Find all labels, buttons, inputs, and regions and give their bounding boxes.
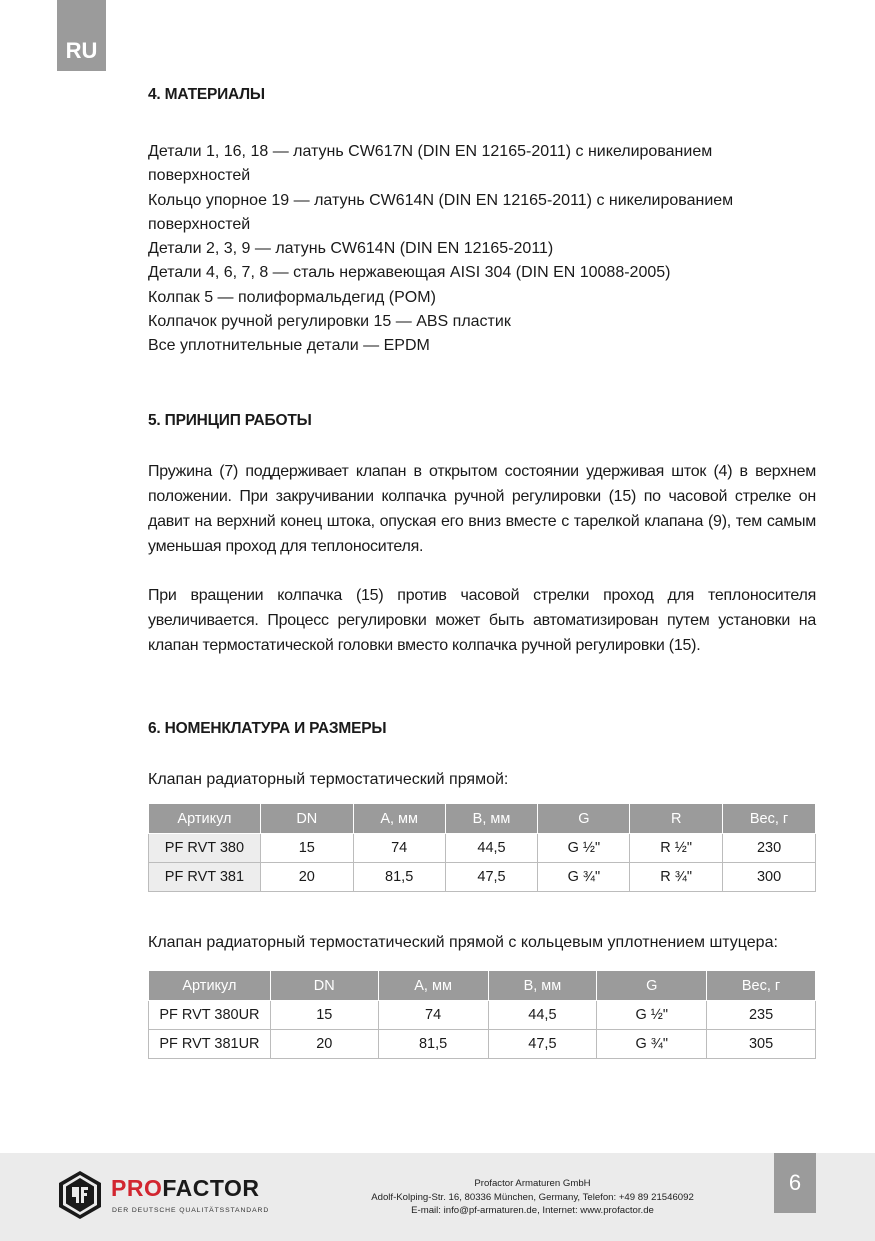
- section-6: [148, 720, 816, 892]
- table-cell: 44,5: [445, 834, 538, 863]
- table-cell: 20: [260, 863, 353, 892]
- article-cell: PF RVT 380: [149, 834, 261, 863]
- header-cell: Артикул: [149, 804, 261, 834]
- table-cell: G ½": [538, 834, 630, 863]
- table-2: [148, 970, 816, 1059]
- table-cell: 20: [270, 1030, 378, 1059]
- materials-line: Все уплотнительные детали — EPDM: [148, 337, 430, 355]
- header-cell: DN: [260, 804, 353, 834]
- table-cell: R ¾": [630, 863, 723, 892]
- operation-paragraph-1: Пружина (7) поддерживает клапан в открытом состоянии удерживая шток (4) в верхнем положении. При закручивании колпачка ручной регулировки (15) по часовой стрелке он давит на верхний конец штока, опуская его вниз вместе с тарелкой клапана (9), тем самым уменьшая проход для теплоносителя.: [148, 463, 816, 555]
- table-header-row: [149, 804, 816, 834]
- section-5-title: 5. ПРИНЦИП РАБОТЫ: [148, 412, 312, 429]
- materials-line: Кольцо упорное 19 — латунь CW614N (DIN EN 12165-2011) с никелированием: [148, 191, 734, 209]
- article-cell: PF RVT 381UR: [149, 1030, 271, 1059]
- header-cell: G: [538, 804, 630, 834]
- table-cell: 47,5: [445, 863, 538, 892]
- materials-list: [148, 140, 816, 359]
- table-cell: 74: [378, 1001, 488, 1030]
- company-name: Profactor Armaturen GmbH: [474, 1178, 591, 1189]
- materials-line: Детали 1, 16, 18 — латунь CW617N (DIN EN 12165-2011) с никелированием: [148, 143, 713, 160]
- section-4-title: 4. МАТЕРИАЛЫ: [148, 86, 265, 103]
- header-cell: Артикул: [149, 971, 271, 1001]
- section-5: [148, 412, 816, 658]
- language-tab: RU: [57, 0, 106, 71]
- article-cell: PF RVT 380UR: [149, 1001, 271, 1030]
- table-row: [149, 863, 816, 892]
- profactor-logo: [57, 1169, 297, 1225]
- table-cell: R ½": [630, 834, 723, 863]
- table-row: [149, 834, 816, 863]
- operation-paragraph-2: При вращении колпачка (15) против часовой стрелки проход для теплоносителя увеличивается. Процесс регулировки может быть автоматизирован путем установки на клапан термостатической головки вместо колпачка ручной регулировки (15).: [148, 587, 816, 654]
- table-header-row: [149, 971, 816, 1001]
- table-cell: 81,5: [378, 1030, 488, 1059]
- table-2-caption: Клапан радиаторный термостатический прямой с кольцевым уплотнением штуцера:: [148, 934, 778, 951]
- table-cell: 235: [707, 1001, 816, 1030]
- header-cell: DN: [270, 971, 378, 1001]
- table-cell: 44,5: [488, 1001, 597, 1030]
- table-cell: G ½": [597, 1001, 707, 1030]
- table-cell: G ¾": [538, 863, 630, 892]
- header-cell: B, мм: [445, 804, 538, 834]
- header-cell: A, мм: [378, 971, 488, 1001]
- table-row: [149, 1001, 816, 1030]
- table-1: [148, 803, 816, 892]
- table-cell: 74: [353, 834, 445, 863]
- company-address: Adolf-Kolping-Str. 16, 80336 München, Germany, Telefon: +49 89 21546092: [371, 1191, 694, 1203]
- brand-factor: FACTOR: [162, 1175, 260, 1201]
- section-6-title: 6. НОМЕНКЛАТУРА И РАЗМЕРЫ: [148, 720, 387, 737]
- brand-pro: PRO: [111, 1175, 163, 1201]
- page-number: 6: [774, 1153, 816, 1213]
- company-info: [330, 1177, 735, 1218]
- table-1-caption: Клапан радиаторный термостатический прямой:: [148, 771, 509, 788]
- header-cell: Вес, г: [723, 804, 816, 834]
- materials-line: поверхностей: [148, 215, 251, 233]
- table-cell: G ¾": [597, 1030, 707, 1059]
- table-cell: 47,5: [488, 1030, 597, 1059]
- header-cell: R: [630, 804, 723, 834]
- table-cell: 15: [260, 834, 353, 863]
- materials-line: Колпак 5 — полиформальдегид (POM): [148, 288, 436, 306]
- header-cell: A, мм: [353, 804, 445, 834]
- header-cell: Вес, г: [707, 971, 816, 1001]
- table-cell: 300: [723, 863, 816, 892]
- header-cell: G: [597, 971, 707, 1001]
- header-cell: B, мм: [488, 971, 597, 1001]
- table-cell: 230: [723, 834, 816, 863]
- table-cell: 15: [270, 1001, 378, 1030]
- table-row: [149, 1030, 816, 1059]
- materials-line: Детали 4, 6, 7, 8 — сталь нержавеющая AISI 304 (DIN EN 10088-2005): [148, 264, 671, 282]
- table-2-wrapper: [148, 970, 816, 1059]
- materials-line: Колпачок ручной регулировки 15 — ABS пластик: [148, 313, 511, 331]
- materials-line: Детали 2, 3, 9 — латунь CW614N (DIN EN 12165-2011): [148, 240, 554, 258]
- hexagon-emblem-icon: [57, 1169, 103, 1221]
- brand-name: [111, 1175, 259, 1202]
- company-contacts: E-mail: info@pf-armaturen.de, Internet: www.profactor.de: [411, 1205, 654, 1216]
- brand-tagline: DER DEUTSCHE QUALITÄTSSTANDARD: [112, 1207, 270, 1214]
- article-cell: PF RVT 381: [149, 863, 261, 892]
- table-cell: 305: [707, 1030, 816, 1059]
- footer: [0, 1153, 875, 1241]
- table-cell: 81,5: [353, 863, 445, 892]
- page-content: [148, 86, 816, 885]
- materials-line: поверхностей: [148, 167, 251, 185]
